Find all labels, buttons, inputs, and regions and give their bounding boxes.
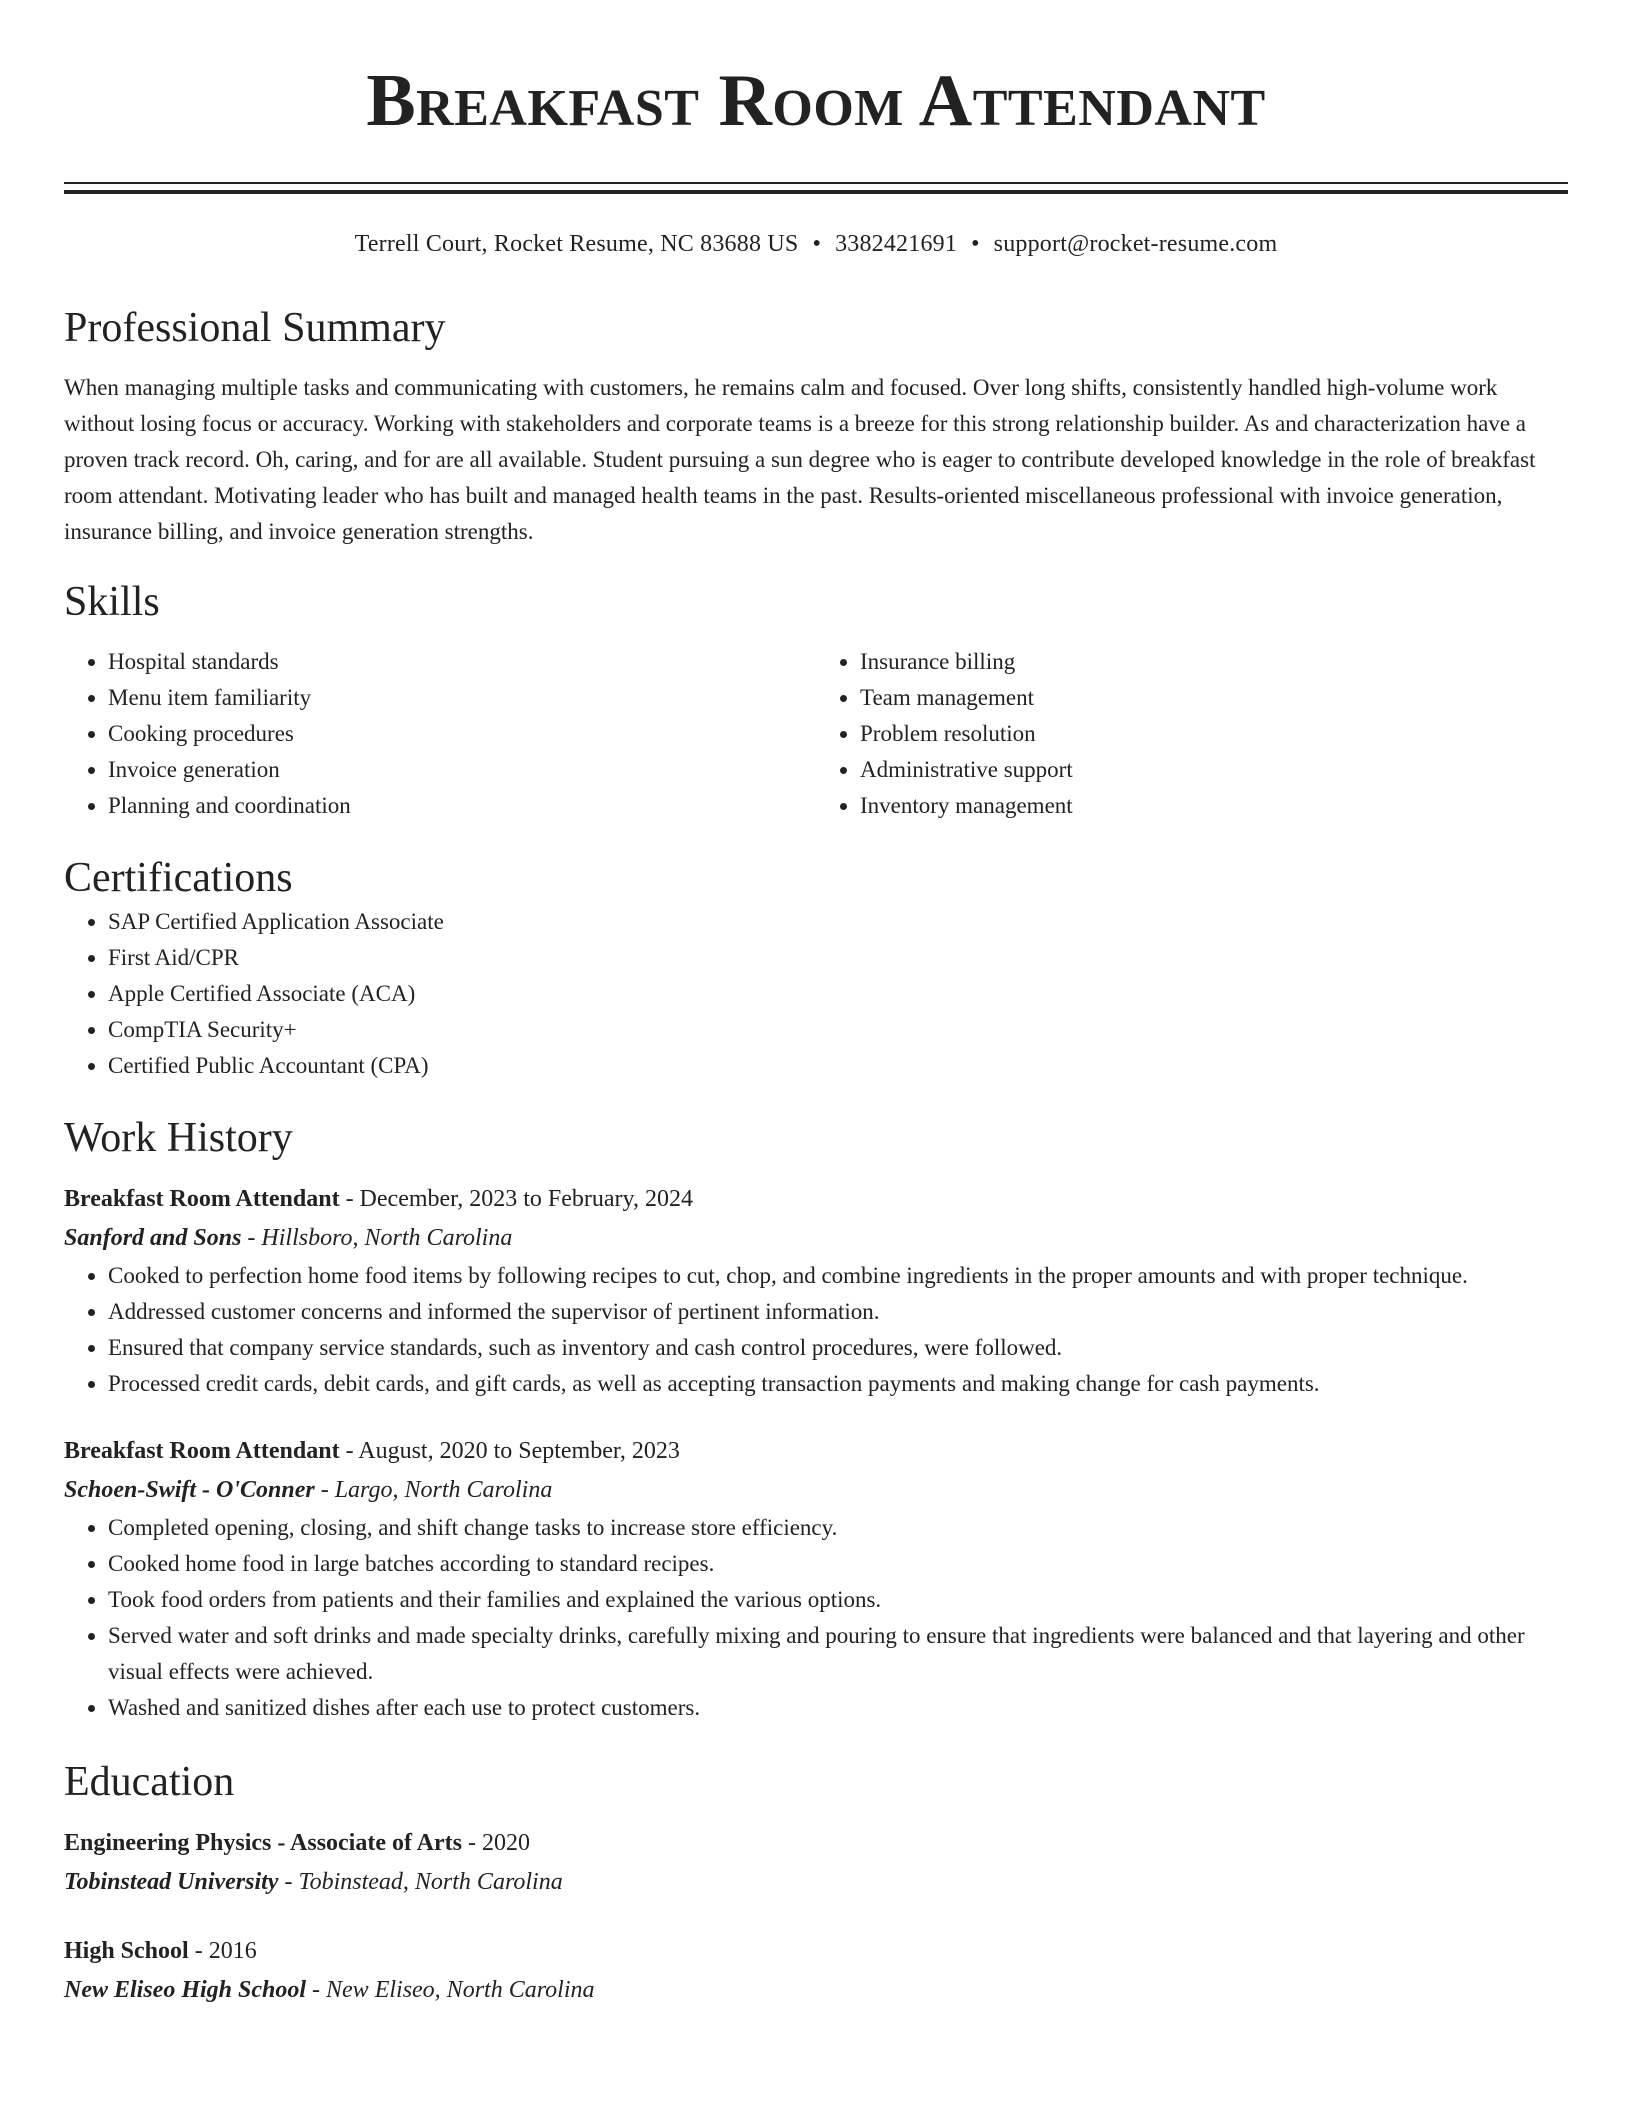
education-school: Tobinstead University: [64, 1869, 279, 1895]
job-entry: [64, 1432, 1568, 1726]
contact-email: support@rocket-resume.com: [993, 231, 1278, 257]
divider-thick-line: [64, 190, 1568, 194]
contact-separator: •: [971, 231, 980, 257]
education-degree: High School: [64, 1938, 189, 1964]
education-heading: Education: [64, 1759, 235, 1805]
education-year: - 2016: [188, 1938, 257, 1964]
certification-item: • SAP Certified Application Associate: [108, 904, 1568, 940]
job-duty-item: • Addressed customer concerns and informed the supervisor of pertinent information.: [108, 1294, 1568, 1330]
job-duties-list: [64, 1510, 1568, 1726]
job-role: Breakfast Room Attendant: [64, 1186, 340, 1212]
education-year: - 2020: [461, 1830, 530, 1856]
job-company: Sanford and Sons: [64, 1225, 242, 1251]
job-duty-item: • Cooked home food in large batches according to standard recipes.: [108, 1546, 1568, 1582]
skill-item: • Team management: [860, 680, 1568, 716]
skills-grid: [64, 644, 1568, 824]
education-school: New Eliseo High School: [64, 1977, 307, 2003]
education-degree-line: [64, 1824, 1568, 1862]
job-entry: [64, 1180, 1568, 1402]
job-duty-item: • Ensured that company service standards, such as inventory and cash control procedures, were followed.: [108, 1330, 1568, 1366]
job-title-line: [64, 1180, 1568, 1218]
summary-text: When managing multiple tasks and communicating with customers, he remains calm and focused. Over long shifts, consistently handled high-volume work without losing focus or accuracy. Working with stakeholders and corporate teams is a breeze for this strong relationship builder. As and characterization have a proven track record. Oh, caring, and for are all available. Student pursuing a sun degree who is eager to contribute developed knowledge in the role of breakfast room attendant. Motivating leader who has built and managed health teams in the past. Results-oriented miscellaneous professional with invoice generation, insurance billing, and invoice generation strengths.: [64, 375, 1536, 544]
skills-column-left: [64, 644, 816, 824]
job-dates: - August, 2020 to September, 2023: [339, 1438, 680, 1464]
divider-thin-line: [64, 182, 1568, 184]
header-divider: [64, 182, 1568, 194]
job-company: Schoen-Swift - O'Conner: [64, 1477, 315, 1503]
job-duty-item: • Completed opening, closing, and shift change tasks to increase store efficiency.: [108, 1510, 1568, 1546]
skill-item: • Administrative support: [860, 752, 1568, 788]
job-duty-item: • Took food orders from patients and their families and explained the various options.: [108, 1582, 1568, 1618]
job-duty-item: • Served water and soft drinks and made specialty drinks, carefully mixing and pouring to ensure that ingredients were balanced and that layering and other visual effects were achieved.: [108, 1618, 1568, 1690]
job-company-line: [64, 1218, 1568, 1258]
job-duty-item: • Washed and sanitized dishes after each use to protect customers.: [108, 1690, 1568, 1726]
certification-item: • Apple Certified Associate (ACA): [108, 976, 1568, 1012]
job-role: Breakfast Room Attendant: [64, 1438, 340, 1464]
work-history-heading: Work History: [64, 1115, 293, 1161]
skills-heading: Skills: [64, 579, 160, 625]
skill-item: • Invoice generation: [108, 752, 816, 788]
job-location: - Largo, North Carolina: [314, 1477, 553, 1503]
education-school-line: [64, 1862, 1568, 1902]
skills-column-right: [816, 644, 1568, 824]
contact-address: Terrell Court, Rocket Resume, NC 83688 US: [354, 231, 799, 257]
skill-item: • Planning and coordination: [108, 788, 816, 824]
education-entry: [64, 1824, 1568, 1902]
skill-item: • Cooking procedures: [108, 716, 816, 752]
summary-heading: Professional Summary: [64, 305, 446, 351]
education-school-line: [64, 1970, 1568, 2010]
certification-item: • CompTIA Security+: [108, 1012, 1568, 1048]
certification-item: • Certified Public Accountant (CPA): [108, 1048, 1568, 1084]
job-duty-item: • Cooked to perfection home food items by following recipes to cut, chop, and combine ingredients in the proper amounts and with proper technique.: [108, 1258, 1568, 1294]
job-title-line: [64, 1432, 1568, 1470]
contact-phone: 3382421691: [835, 231, 958, 257]
job-company-line: [64, 1470, 1568, 1510]
skill-item: • Problem resolution: [860, 716, 1568, 752]
contact-separator: •: [812, 231, 822, 257]
certification-item: • First Aid/CPR: [108, 940, 1568, 976]
job-dates: - December, 2023 to February, 2024: [339, 1186, 693, 1212]
education-degree: Engineering Physics - Associate of Arts: [64, 1830, 462, 1856]
skills-list-right: [816, 644, 1568, 824]
resume-title: Breakfast Room Attendant: [366, 60, 1266, 142]
education-entry: [64, 1932, 1568, 2010]
education-degree-line: [64, 1932, 1568, 1970]
skill-item: • Inventory management: [860, 788, 1568, 824]
job-location: - Hillsboro, North Carolina: [241, 1225, 513, 1251]
education-location: - Tobinstead, North Carolina: [278, 1869, 563, 1895]
skill-item: • Hospital standards: [108, 644, 816, 680]
job-duty-item: • Processed credit cards, debit cards, and gift cards, as well as accepting transaction payments and making change for cash payments.: [108, 1366, 1568, 1402]
contact-line: [64, 228, 1568, 260]
certifications-heading: Certifications: [64, 855, 293, 901]
skills-list-left: [64, 644, 816, 824]
skill-item: • Insurance billing: [860, 644, 1568, 680]
job-duties-list: [64, 1258, 1568, 1402]
skill-item: • Menu item familiarity: [108, 680, 816, 716]
certifications-list: [64, 904, 1568, 1084]
education-location: - New Eliseo, North Carolina: [306, 1977, 595, 2003]
